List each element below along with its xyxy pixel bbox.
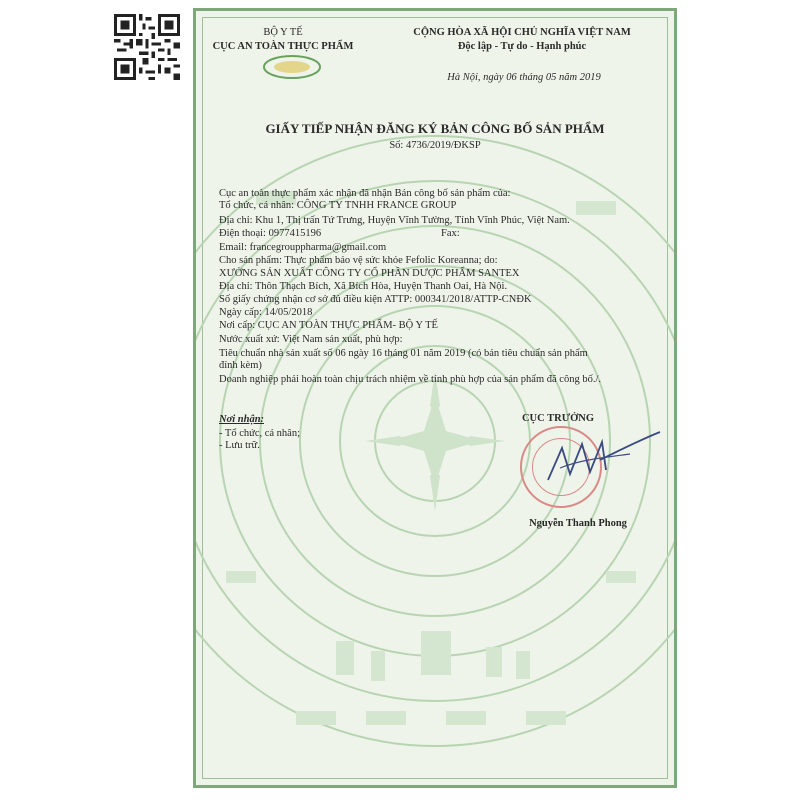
recipient-item: - Tổ chức, cá nhân; [219, 428, 301, 439]
certificate-issue-date: Ngày cấp: 14/05/2018 [219, 307, 313, 318]
responsibility-statement: Doanh nghiệp phải hoàn toàn chịu trách nhiệm về tính phù hợp của sản phẩm đã công bố./. [219, 374, 601, 385]
department-name: CỤC AN TOÀN THỰC PHẨM [212, 41, 354, 52]
ministry-name: BỘ Y TẾ [263, 27, 303, 38]
issue-date-line: Hà Nội, ngày 06 tháng 05 năm 2019 [447, 72, 601, 83]
standard-line-2: đính kèm) [219, 360, 262, 371]
document-number: Số: 4736/2019/ĐKSP [389, 140, 481, 151]
phone-number: Điện thoại: 0977415196 [219, 228, 322, 239]
fax-number: Fax: [441, 228, 460, 239]
vfa-logo [262, 54, 322, 80]
document-title: GIẤY TIẾP NHẬN ĐĂNG KÝ BẢN CÔNG BỐ SẢN PHẨM [265, 121, 605, 136]
organization-address: Địa chỉ: Khu 1, Thị trấn Tứ Trưng, Huyện Vĩnh Tường, Tỉnh Vĩnh Phúc, Việt Nam. [219, 215, 570, 226]
manufacturer-address: Địa chỉ: Thôn Thạch Bích, Xã Bích Hòa, Huyện Thanh Oai, Hà Nội. [219, 281, 508, 292]
manufacturer: XƯỞNG SẢN XUẤT CÔNG TY CỔ PHẦN DƯỢC PHẨM SANTEX [219, 268, 520, 279]
product-line: Cho sản phẩm: Thực phẩm bảo vệ sức khỏe Fefolic Koreanna; do: [219, 255, 498, 266]
recipient-item: - Lưu trữ. [219, 440, 260, 451]
country-of-origin: Nước xuất xứ: Việt Nam sản xuất, phù hợp: [219, 334, 403, 345]
email-address: Email: francegrouppharma@gmail.com [219, 242, 387, 253]
country-name: CỘNG HÒA XÃ HỘI CHỦ NGHĨA VIỆT NAM [413, 27, 631, 38]
certificate-issuer: Nơi cấp: CỤC AN TOÀN THỰC PHẨM- BỘ Y TẾ [219, 320, 438, 331]
recipients-label: Nơi nhận: [219, 414, 265, 425]
qr-code [112, 14, 182, 80]
national-motto: Độc lập - Tự do - Hạnh phúc [457, 41, 587, 52]
handwritten-signature [540, 430, 665, 500]
certificate-number: Số giấy chứng nhận cơ sở đủ điều kiện ATTP: 000341/2018/ATTP-CNĐK [219, 294, 532, 305]
signatory-name: Nguyễn Thanh Phong [529, 518, 627, 529]
intro-text: Cục an toàn thực phẩm xác nhận đã nhận Bản công bố sản phẩm của: [219, 188, 511, 199]
signatory-role: CỤC TRƯỞNG [521, 413, 595, 424]
organization: Tổ chức, cá nhân: CÔNG TY TNHH FRANCE GROUP [219, 200, 457, 211]
standard-line-1: Tiêu chuẩn nhà sản xuất số 06 ngày 16 tháng 01 năm 2019 (có bản tiêu chuẩn sản phẩm [219, 348, 588, 359]
